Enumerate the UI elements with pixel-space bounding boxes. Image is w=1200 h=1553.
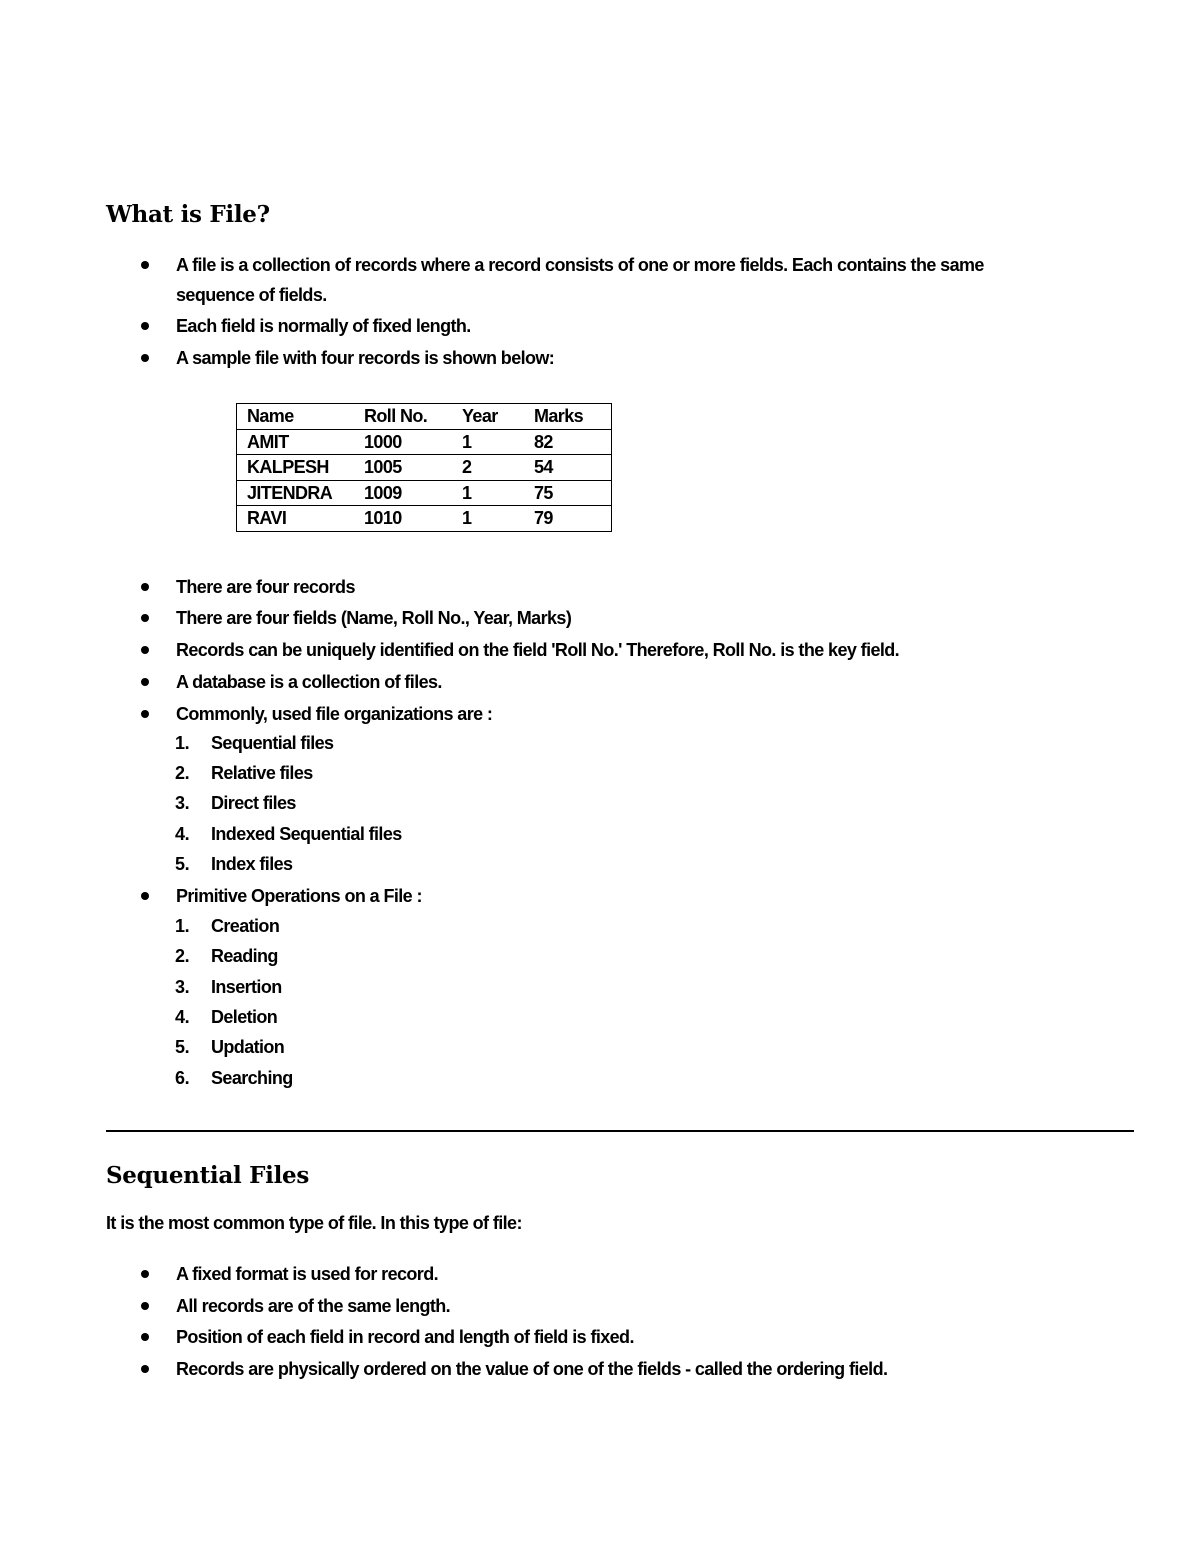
bullet-text: Records are physically ordered on the value of one of the fields - called the ordering field. <box>176 1359 888 1379</box>
list-number: 3. <box>175 977 190 997</box>
bullet-icon <box>141 1333 149 1341</box>
list-item: Relative files <box>211 763 313 783</box>
section-heading-what-is-file: What is File? <box>106 201 270 228</box>
bullet-icon <box>141 892 149 900</box>
list-number: 6. <box>175 1068 190 1088</box>
bullet-text: Position of each field in record and length of field is fixed. <box>176 1327 634 1347</box>
bullet-icon <box>141 1365 149 1373</box>
list-number: 4. <box>175 1007 190 1027</box>
table-cell: 1 <box>452 429 524 455</box>
bullet-icon <box>141 710 149 718</box>
table-cell: 79 <box>524 506 612 532</box>
list-item: Indexed Sequential files <box>211 824 402 844</box>
list-item: Creation <box>211 916 280 936</box>
bullet-text-continued: sequence of fields. <box>176 285 327 305</box>
table-cell: RAVI <box>237 506 355 532</box>
bullet-text: Records can be uniquely identified on the field 'Roll No.' Therefore, Roll No. is the key field. <box>176 640 900 660</box>
list-item: Searching <box>211 1068 293 1088</box>
list-item: Sequential files <box>211 733 334 753</box>
bullet-icon <box>141 1302 149 1310</box>
list-number: 4. <box>175 824 190 844</box>
bullet-icon <box>141 614 149 622</box>
table-cell: JITENDRA <box>237 480 355 506</box>
list-number: 5. <box>175 1037 190 1057</box>
table-cell: 2 <box>452 455 524 481</box>
bullet-icon <box>141 1270 149 1278</box>
list-item: Direct files <box>211 793 296 813</box>
table-header-cell: Name <box>237 404 355 430</box>
horizontal-divider <box>106 1130 1134 1132</box>
table-row <box>237 429 612 455</box>
list-number: 1. <box>175 733 190 753</box>
bullet-text: Each field is normally of fixed length. <box>176 316 471 336</box>
table-cell: 54 <box>524 455 612 481</box>
list-item: Deletion <box>211 1007 278 1027</box>
table-cell: 75 <box>524 480 612 506</box>
bullet-icon <box>141 261 149 269</box>
table-cell: 1010 <box>354 506 452 532</box>
list-number: 2. <box>175 763 190 783</box>
table-row <box>237 455 612 481</box>
list-item: Insertion <box>211 977 282 997</box>
table-cell: 1 <box>452 506 524 532</box>
table-header-cell: Roll No. <box>354 404 452 430</box>
table-cell: AMIT <box>237 429 355 455</box>
records-table <box>236 403 612 532</box>
bullet-text: A sample file with four records is shown below: <box>176 348 555 368</box>
table-header-row <box>237 404 612 430</box>
bullet-text: A fixed format is used for record. <box>176 1264 438 1284</box>
bullet-icon <box>141 354 149 362</box>
table-cell: 1 <box>452 480 524 506</box>
list-number: 1. <box>175 916 190 936</box>
bullet-text: A file is a collection of records where a record consists of one or more fields. Each contains the same <box>176 255 984 275</box>
table-cell: KALPESH <box>237 455 355 481</box>
table-cell: 1005 <box>354 455 452 481</box>
bullet-icon <box>141 678 149 686</box>
table-cell: 82 <box>524 429 612 455</box>
bullet-icon <box>141 646 149 654</box>
bullet-icon <box>141 322 149 330</box>
bullet-icon <box>141 583 149 591</box>
bullet-text: There are four records <box>176 577 355 597</box>
list-number: 2. <box>175 946 190 966</box>
list-number: 5. <box>175 854 190 874</box>
bullet-text: There are four fields (Name, Roll No., Year, Marks) <box>176 608 572 628</box>
section-heading-sequential-files: Sequential Files <box>106 1162 309 1189</box>
bullet-text: Primitive Operations on a File : <box>176 886 422 906</box>
paragraph-text: It is the most common type of file. In this type of file: <box>106 1213 522 1233</box>
table-header-cell: Marks <box>524 404 612 430</box>
list-item: Index files <box>211 854 293 874</box>
list-item: Reading <box>211 946 278 966</box>
table-cell: 1000 <box>354 429 452 455</box>
bullet-text: Commonly, used file organizations are : <box>176 704 493 724</box>
table-row <box>237 480 612 506</box>
table-cell: 1009 <box>354 480 452 506</box>
table-row <box>237 506 612 532</box>
bullet-text: A database is a collection of files. <box>176 672 442 692</box>
bullet-text: All records are of the same length. <box>176 1296 451 1316</box>
table-header-cell: Year <box>452 404 524 430</box>
list-number: 3. <box>175 793 190 813</box>
list-item: Updation <box>211 1037 285 1057</box>
